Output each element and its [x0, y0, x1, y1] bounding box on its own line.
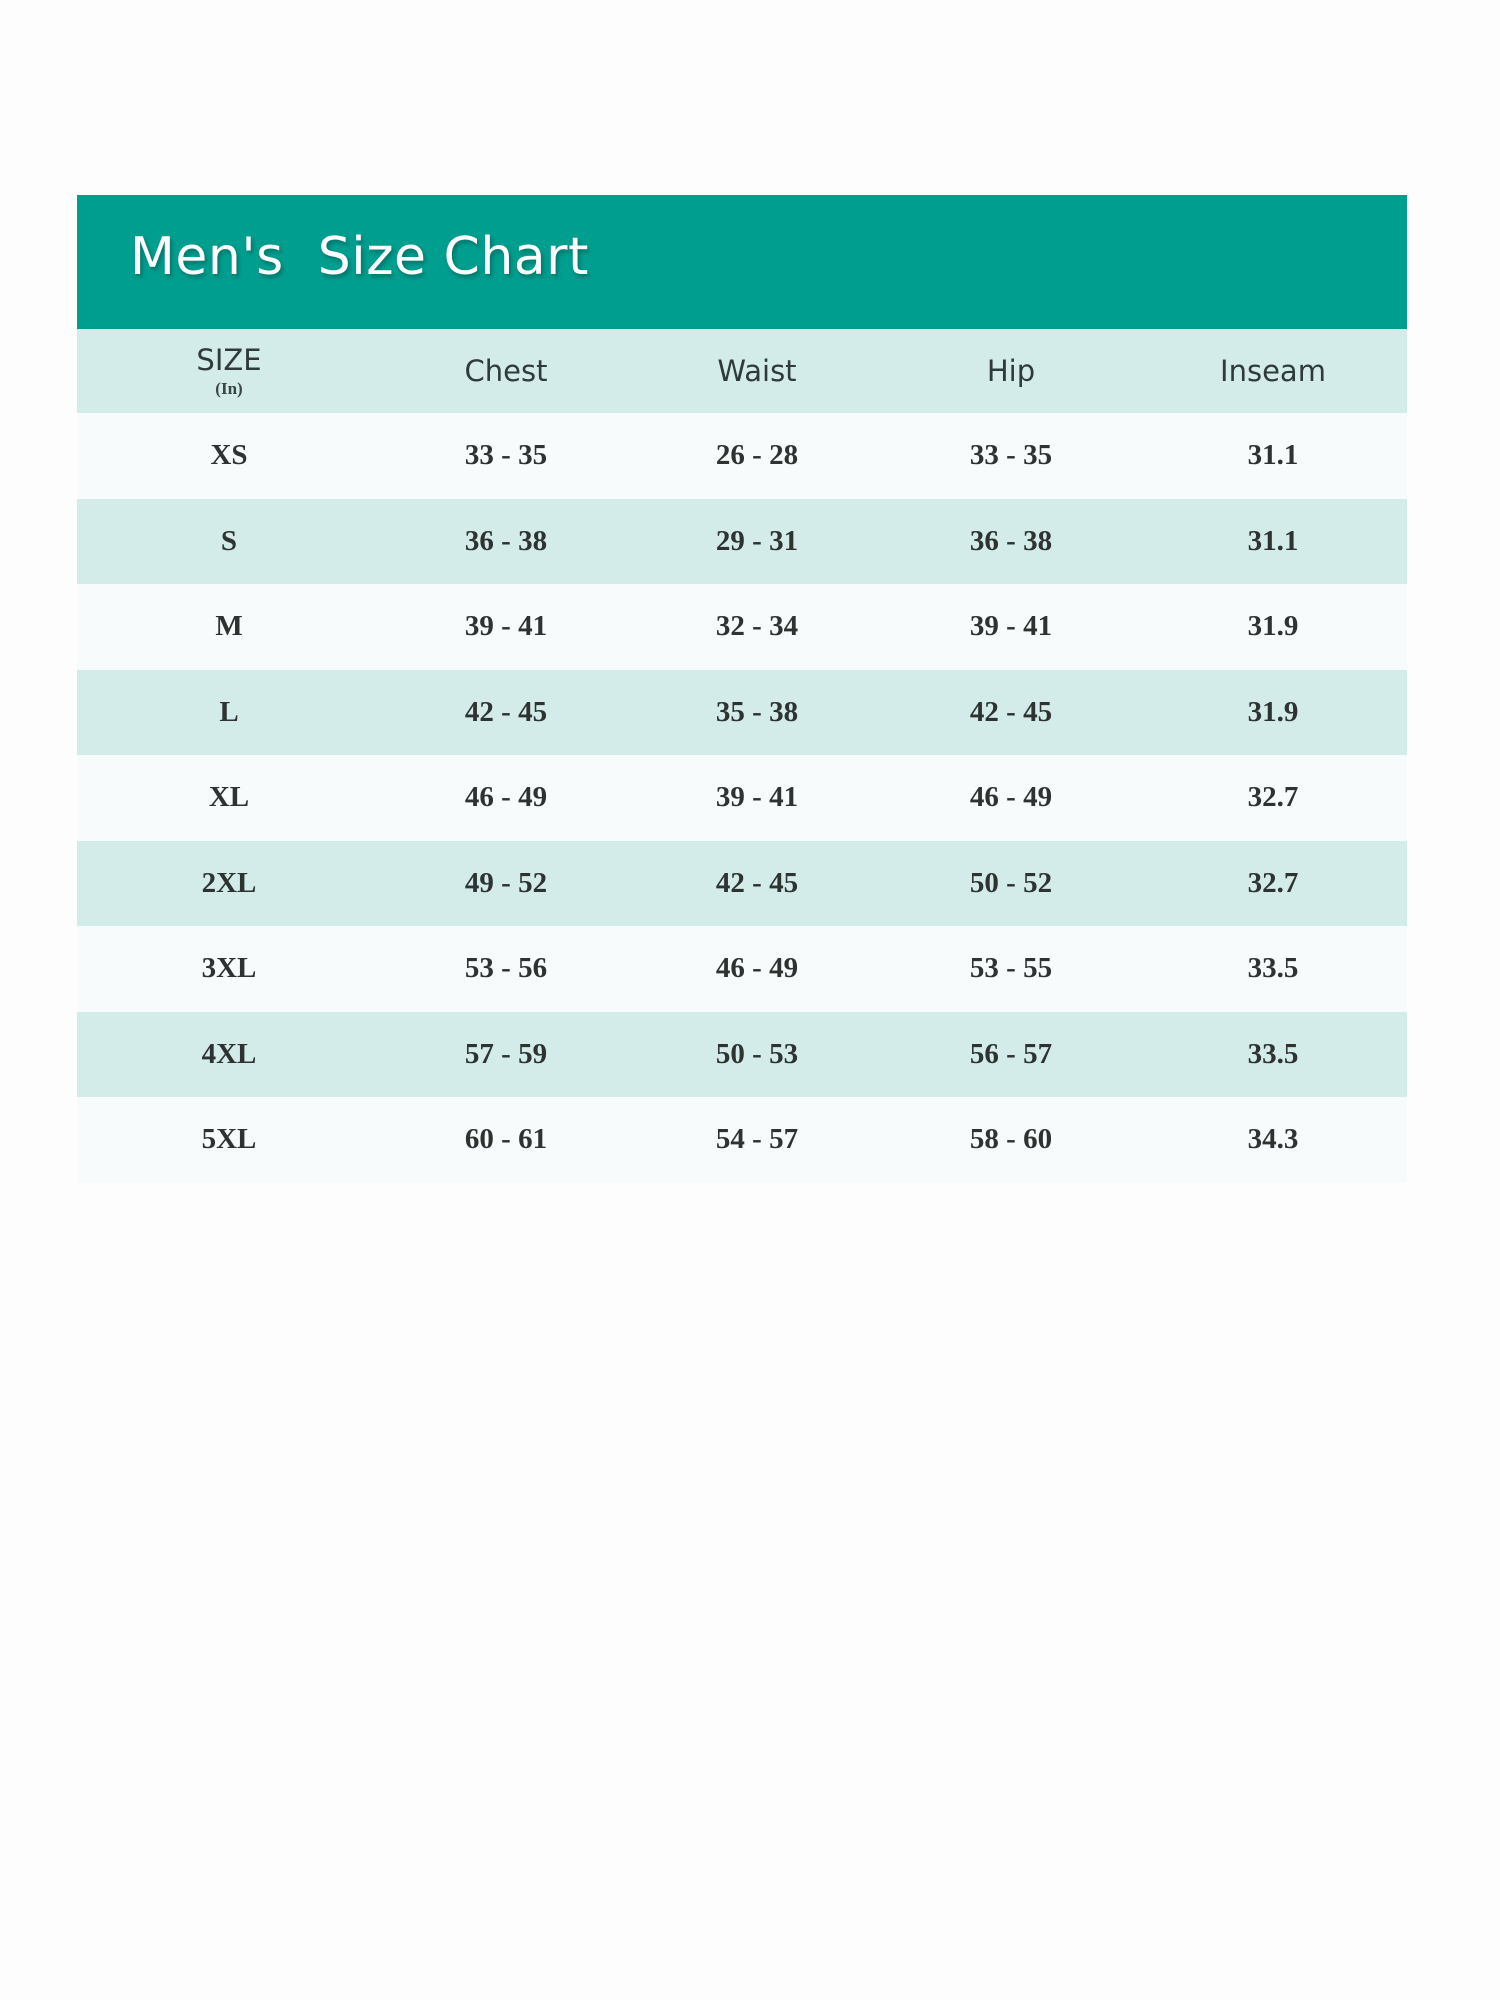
waist-cell: 39 - 41	[715, 781, 799, 814]
hip-cell: 53 - 55	[969, 952, 1053, 985]
table-body	[77, 413, 1407, 1183]
column-header-size-label: SIZE	[196, 343, 262, 377]
column-header-inseam: Inseam	[1220, 354, 1326, 388]
waist-cell: 42 - 45	[715, 866, 799, 899]
hip-cell: 42 - 45	[969, 695, 1053, 728]
size-cell: 5XL	[201, 1123, 257, 1156]
table-row	[77, 926, 1407, 1012]
title-bar	[77, 195, 1407, 329]
column-header-size	[77, 329, 381, 413]
inseam-cell: 34.3	[1247, 1123, 1299, 1156]
chart-title: Men's Size Chart	[130, 227, 589, 287]
waist-cell: 32 - 34	[715, 610, 799, 643]
column-header-hip: Hip	[986, 354, 1036, 388]
size-chart	[77, 195, 1407, 1183]
table-row	[77, 584, 1407, 670]
size-cell: XL	[208, 781, 250, 814]
hip-cell: 39 - 41	[969, 610, 1053, 643]
waist-cell: 50 - 53	[715, 1037, 799, 1070]
hip-cell: 56 - 57	[969, 1037, 1053, 1070]
hip-cell: 33 - 35	[969, 439, 1053, 472]
size-cell: 4XL	[201, 1037, 257, 1070]
inseam-cell: 32.7	[1247, 866, 1299, 899]
inseam-cell: 31.9	[1247, 610, 1299, 643]
hip-cell: 36 - 38	[969, 524, 1053, 557]
table-row	[77, 841, 1407, 927]
inseam-cell: 31.9	[1247, 695, 1299, 728]
chest-cell: 36 - 38	[464, 524, 548, 557]
table-row	[77, 413, 1407, 499]
chest-cell: 57 - 59	[464, 1037, 548, 1070]
chest-cell: 42 - 45	[464, 695, 548, 728]
table-row	[77, 499, 1407, 585]
inseam-cell: 31.1	[1247, 524, 1299, 557]
table-row	[77, 670, 1407, 756]
size-cell: 2XL	[201, 866, 257, 899]
inseam-cell: 33.5	[1247, 1037, 1299, 1070]
inseam-cell: 32.7	[1247, 781, 1299, 814]
size-cell: S	[220, 524, 238, 557]
chest-cell: 53 - 56	[464, 952, 548, 985]
chest-cell: 39 - 41	[464, 610, 548, 643]
hip-cell: 58 - 60	[969, 1123, 1053, 1156]
size-cell: XS	[210, 439, 248, 472]
table-header-row	[77, 329, 1407, 413]
waist-cell: 54 - 57	[715, 1123, 799, 1156]
table-row	[77, 755, 1407, 841]
size-unit-label: (In)	[215, 379, 243, 398]
waist-cell: 26 - 28	[715, 439, 799, 472]
column-header-chest: Chest	[464, 354, 548, 388]
chest-cell: 49 - 52	[464, 866, 548, 899]
hip-cell: 50 - 52	[969, 866, 1053, 899]
size-cell: M	[215, 610, 243, 643]
waist-cell: 35 - 38	[715, 695, 799, 728]
waist-cell: 29 - 31	[715, 524, 799, 557]
waist-cell: 46 - 49	[715, 952, 799, 985]
chest-cell: 33 - 35	[464, 439, 548, 472]
inseam-cell: 31.1	[1247, 439, 1299, 472]
column-header-waist: Waist	[717, 354, 797, 388]
chest-cell: 60 - 61	[464, 1123, 548, 1156]
hip-cell: 46 - 49	[969, 781, 1053, 814]
inseam-cell: 33.5	[1247, 952, 1299, 985]
size-cell: L	[219, 695, 239, 728]
size-cell: 3XL	[201, 952, 257, 985]
table-row	[77, 1012, 1407, 1098]
chest-cell: 46 - 49	[464, 781, 548, 814]
table-row	[77, 1097, 1407, 1183]
